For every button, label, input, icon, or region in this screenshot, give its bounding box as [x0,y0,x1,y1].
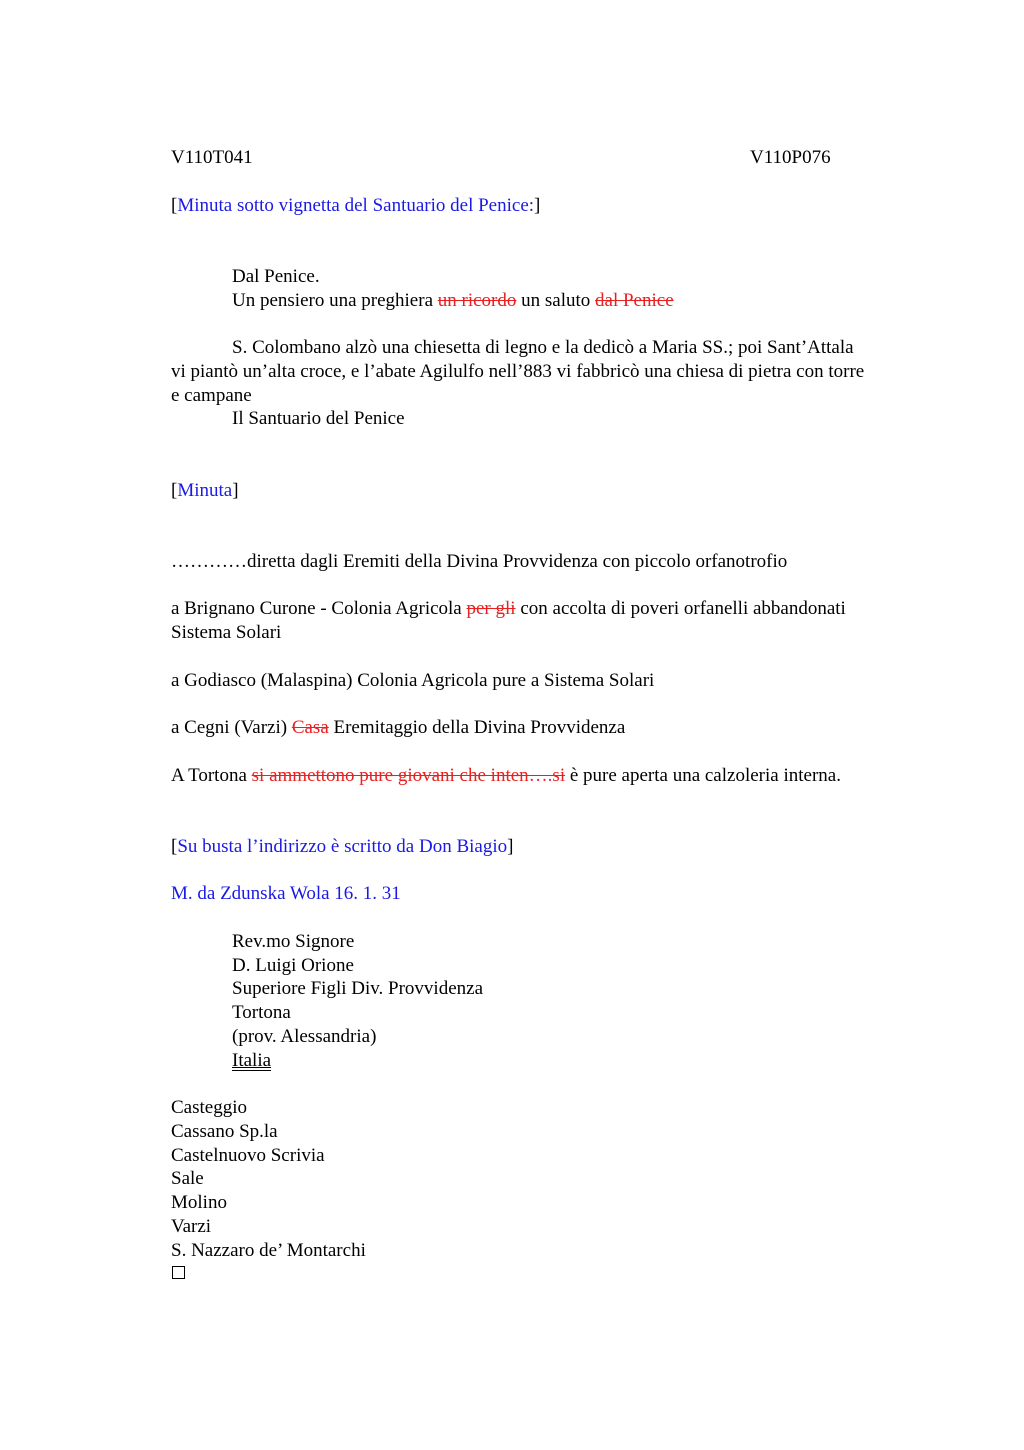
text: con accolta di poveri orfanelli abbandonati [515,598,846,619]
bracket-open: [ [171,836,178,857]
text: Eremitaggio della Divina Provvidenza [328,717,626,738]
text: a Cegni (Varzi) [171,717,292,738]
minuta-tortona [171,765,841,787]
place-item: Casteggio [171,1097,247,1118]
address-line-3: Superiore Figli Div. Provvidenza [232,978,484,999]
postmark: M. da Zdunska Wola 16. 1. 31 [171,883,401,904]
note-text: Minuta [177,480,233,501]
minuta-brignano-line-2: Sistema Solari [171,622,282,643]
address-line-1: Rev.mo Signore [232,931,355,952]
penice-paragraph-line-3: e campane [171,385,252,406]
bracket-close: ] [507,836,514,857]
note-text: Minuta sotto vignetta del Santuario del Penice: [177,195,535,216]
editor-note-vignette [171,195,540,217]
editor-note-envelope [171,836,513,858]
penice-title: Il Santuario del Penice [232,408,405,429]
place-item: Castelnuovo Scrivia [171,1145,325,1166]
place-item: Cassano Sp.la [171,1121,278,1142]
minuta-brignano [171,598,846,620]
place-item: Molino [171,1192,227,1213]
penice-paragraph-line-1: S. Colombano alzò una chiesetta di legno e la dedicò a Maria SS.; poi Sant’Attala [232,337,854,358]
place-item: S. Nazzaro de’ Montarchi [171,1240,366,1261]
address-line-2: D. Luigi Orione [232,955,354,976]
address-line-5: (prov. Alessandria) [232,1026,377,1047]
minuta-line-eremiti: …………diretta dagli Eremiti della Divina Provvidenza con piccolo orfanotrofio [171,551,788,572]
page-code-left: V110T041 [171,147,253,168]
editor-note-minuta [171,480,239,502]
text: un saluto [516,290,596,311]
bracket-close: ] [534,195,541,216]
text: è pure aperta una calzoleria interna. [565,765,841,786]
page-code-right: V110P076 [750,147,831,168]
deleted-text: un ricordo [437,290,517,311]
deleted-text: si ammettono pure giovani che inten….si [251,765,566,786]
deleted-text: dal Penice [595,290,674,311]
text: A Tortona [171,765,252,786]
bracket-open: [ [171,480,178,501]
address-line-4: Tortona [232,1002,291,1023]
note-text: Su busta l’indirizzo è scritto da Don Biagio [177,836,508,857]
penice-heading: Dal Penice. [232,266,320,287]
minuta-cegni [171,717,625,739]
penice-paragraph-line-2: vi piantò un’alta croce, e l’abate Agilulfo nell’883 vi fabbricò una chiesa di pietra con torre [171,361,865,382]
place-item: Varzi [171,1216,212,1237]
text: Un pensiero una preghiera [232,290,438,311]
place-item: Sale [171,1168,204,1189]
deleted-text: per gli [466,598,516,619]
penice-greeting [232,290,674,312]
minuta-godiasco: a Godiasco (Malaspina) Colonia Agricola pure a Sistema Solari [171,670,655,691]
address-line-6: Italia [232,1050,272,1071]
bracket-close: ] [232,480,239,501]
deleted-text: Casa [291,717,329,738]
bracket-open: [ [171,195,178,216]
text: a Brignano Curone - Colonia Agricola [171,598,467,619]
checkbox-square-icon [172,1266,185,1279]
